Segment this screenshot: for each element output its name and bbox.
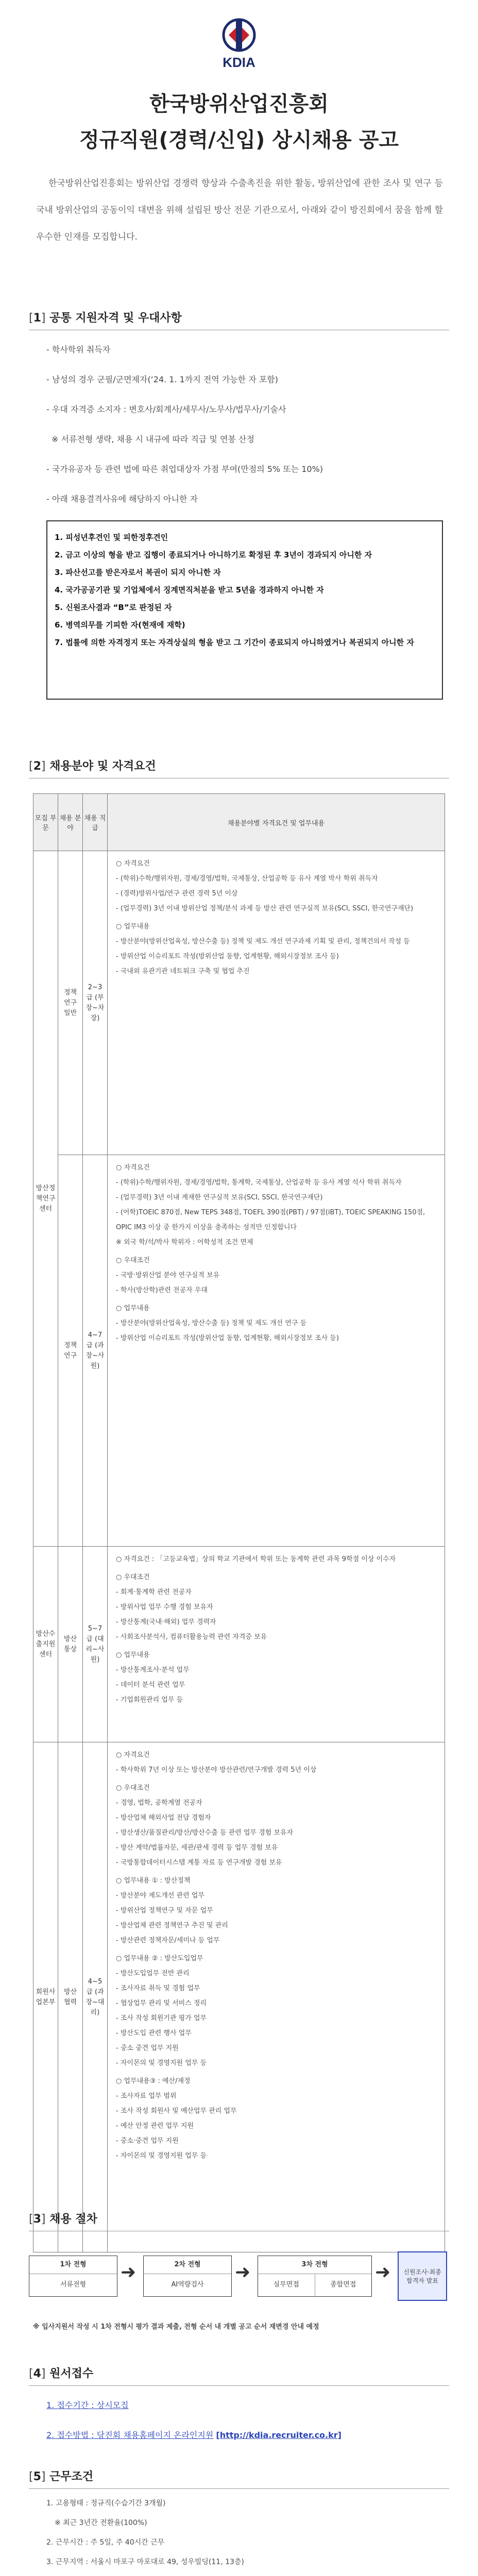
- detail-line: - 방산 계약/법률자문, 세관/관세 경력 등 업무 경험 보유: [116, 1844, 278, 1852]
- table-header-cell: 채용분야별 자격요건 및 업무내용: [108, 794, 445, 851]
- detail-line: ○ 우대조건: [116, 1784, 150, 1792]
- detail-line: - 방위산업 정책연구 및 자문 업무: [116, 1907, 213, 1914]
- list-item: - 국가유공자 등 관련 법에 따른 취업대상자 가점 부여(만점의 5% 또는 10%): [46, 464, 323, 474]
- detail-line: - 국내외 유관기관 네트워크 구축 및 협업 추진: [116, 968, 250, 975]
- detail-line: - 방산도입업무 전반 관리: [116, 1970, 190, 1977]
- detail-cell: [108, 1547, 445, 1742]
- list-item: - 학사학위 취득자: [46, 345, 111, 354]
- application-method: 2. 접수방법 : 당진회 채용홈페이지 온라인지원 [http://kdia.recruiter.co.kr]: [46, 2430, 342, 2440]
- detail-line: ○ 우대조건: [116, 1573, 150, 1581]
- common-qualifications-list: [46, 335, 453, 514]
- detail-line: - 데이터 분석 관련 업무: [116, 1681, 185, 1689]
- detail-cell: [108, 1155, 445, 1547]
- title-line1: 한국방위산업진흥회: [149, 92, 329, 116]
- detail-line: ○ 업무내용③ : 예산/재정: [116, 2077, 191, 2085]
- recruit-site-link[interactable]: [http://kdia.recruiter.co.kr]: [216, 2430, 342, 2440]
- detail-cell: [108, 1742, 445, 2252]
- detail-line: - 중소·중견 업무 지원: [116, 2137, 179, 2145]
- section-5-heading: [5] 근무조건: [29, 2470, 94, 2483]
- disqualification-item: 4. 국가공공기관 및 기업체에서 징계면직처분을 받고 5년을 경과하지 아니한 자: [55, 585, 324, 595]
- detail-line: - 방산분야(방위산업육성, 방산수출 등) 정책 및 제도 개선 연구 등: [116, 1319, 307, 1327]
- recruitment-table: [33, 793, 445, 2252]
- table-row: [33, 1547, 445, 1742]
- dept-cell: 방산수출지원센터: [33, 1547, 58, 1742]
- application-period: 1. 접수기간 : 상시모집: [46, 2400, 129, 2410]
- detail-line: - 중소 중견 업무 지원: [116, 2044, 179, 2052]
- logo-text: KDIA: [223, 55, 255, 70]
- table-header-cell: 채용 직급: [83, 794, 108, 851]
- divider: [29, 2488, 449, 2489]
- detail-line: - (업무경력) 3년 이내 계재한 연구실적 보유(SCI, SSCI, 한국연구재단): [116, 1194, 323, 1201]
- section-1-heading: [1] 공통 지원자격 및 우대사항: [29, 312, 182, 325]
- kdia-logo: [196, 15, 282, 72]
- step-body: 서류전형: [60, 2281, 87, 2289]
- table-row: [33, 851, 445, 1155]
- process-step-3: [258, 2256, 372, 2297]
- detail-line: - 방산통계(국내·해외) 업무 경력자: [116, 1618, 216, 1626]
- conditions-list: [46, 2494, 453, 2576]
- process-step-final: [398, 2251, 447, 2301]
- dept-cell: 회원사업본부: [33, 1742, 58, 2252]
- process-note: ※ 입사지원서 작성 시 1차 전형시 평가 결과 제출, 전형 순서 내 개별 공고 순서 재변경 안내 예정: [33, 2323, 319, 2331]
- detail-line: - 방산생산/품질관리/방산/방산수출 등 관련 업무 경험 보유자: [116, 1829, 294, 1837]
- list-item: - 남성의 경우 군필/군면제자(‘24. 1. 1까지 전역 가능한 자 포함): [46, 375, 278, 384]
- detail-line: - 사회조사분석사, 컴퓨터활용능력 관련 자격증 보유: [116, 1633, 267, 1641]
- detail-line: - 방산업체 관련 정책연구 추진 및 관리: [116, 1922, 228, 1929]
- list-item: [46, 2572, 453, 2576]
- table-header-cell: 채용 분야: [58, 794, 83, 851]
- detail-line: - 경영, 법학, 공학계열 전공자: [116, 1799, 202, 1807]
- detail-line: ○ 자격요건: [116, 1751, 150, 1759]
- detail-line: - 회계·통계학 관련 전공자: [116, 1588, 192, 1596]
- section-3-heading: [3] 채용 절차: [29, 2213, 97, 2226]
- detail-line: - 방산도입 관련 행사 업무: [116, 2029, 192, 2037]
- step-head: 1차 전형: [29, 2256, 117, 2274]
- disqualification-item: 7. 법률에 의한 자격정지 또는 자격상실의 형을 받고 그 기간이 종료되지 아니하였거나 복권되지 아니한 자: [55, 638, 414, 647]
- detail-line: ○ 업무내용: [116, 923, 150, 930]
- detail-line: - 자이몬의 및 경영지원 업무 등: [116, 2059, 207, 2067]
- disqualification-box: [46, 520, 443, 700]
- arrow-right-icon: ➜: [375, 2262, 391, 2283]
- detail-line: ○ 업무내용: [116, 1651, 150, 1659]
- detail-line: ○ 자격요건: [116, 1164, 150, 1172]
- section-4-heading: [4] 원서접수: [29, 2367, 94, 2380]
- process-step-2: [143, 2256, 232, 2297]
- step-sub: 실무면접: [258, 2274, 315, 2296]
- list-item: 1. 고용형태 : 정규직(수습기간 3개월): [46, 2499, 166, 2507]
- detail-cell: [108, 851, 445, 1155]
- list-item: ※ 서류전형 생략, 채용 시 내규에 따라 직급 및 연봉 산정: [52, 434, 254, 444]
- detail-line: ○ 업무내용: [116, 1304, 150, 1312]
- detail-line: - 방위산업 이슈리포트 작성(방위산업 동향, 업계현황, 해외시장정보 조사 등): [116, 953, 339, 960]
- detail-line: - (업무경력) 3년 이내 방위산업 정책/분석 과제 등 방산 관련 연구실적 보유(SCI, SSCI, 한국연구재단): [116, 905, 414, 912]
- list-item: 3. 근무지역 : 서울시 마포구 마포대로 49, 성우빌딩(11, 13층): [46, 2558, 244, 2566]
- step-head: 2차 전형: [144, 2256, 231, 2274]
- disqualification-item: 5. 신원조사결과 “B”로 판정된 자: [55, 603, 172, 612]
- section-2-heading: [2] 채용분야 및 자격요건: [29, 760, 156, 773]
- detail-line: - (학위)수학/행위자원, 경제/경영/법학, 통계학, 국제통상, 산업공학 등 유사 계열 석사 학위 취득자: [116, 1179, 402, 1187]
- table-header-cell: 모집 부문: [33, 794, 58, 851]
- dept-cell: 방산정책연구센터: [33, 851, 58, 1547]
- detail-line: - (학위)수학/행위자원, 경제/경영/법학, 국제통상, 산업공학 등 유사 계열 박사 학위 취득자: [116, 875, 378, 883]
- detail-line: - 국방통합데이터시스템 계통 자료 등 연구개발 경험 보유: [116, 1859, 282, 1867]
- field-cell: 정책 연구: [58, 1155, 83, 1547]
- detail-line: ○ 업무내용 ① : 방산정책: [116, 1877, 191, 1885]
- detail-line: - 방산분야 제도개선 관련 업무: [116, 1892, 204, 1900]
- step-head: 3차 전형: [258, 2256, 371, 2274]
- detail-line: - 협상업무 관리 및 서비스 정리: [116, 1999, 207, 2007]
- detail-line: - (어학)TOEIC 870점, New TEPS 348점, TOEFL 390점(PBT) / 97점(iBT), TOEIC SPEAKING 150점, OPIC IM3 이상 중 한가지 이상을 충족하는 성적만 인정합니다: [116, 1209, 425, 1231]
- detail-line: - 방위산업 이슈리포트 작성(방위산업 동향, 업계현황, 해외시장정보 조사 등): [116, 1334, 339, 1342]
- detail-line: - (경력)방위사업/연구 관련 경력 5년 이상: [116, 890, 238, 897]
- list-item: 2. 근무시간 : 주 5일, 주 40시간 근무: [46, 2538, 165, 2547]
- step-body: 신원조사·최종합격자 발표: [403, 2268, 441, 2284]
- list-item: - 아래 채용결격사유에 해당하지 아니한 자: [46, 494, 198, 504]
- divider: [29, 2385, 449, 2386]
- table-header-row: [33, 794, 445, 851]
- detail-line: - 조사 작성 회원기관 평가 업무: [116, 2014, 207, 2022]
- title-line2: 정규직원(경력/신입) 상시채용 공고: [79, 128, 399, 152]
- detail-line: - 방산업체 해외사업 전담 경험자: [116, 1814, 211, 1822]
- detail-line: ○ 자격요건: [116, 860, 150, 868]
- step-body: AI역량검사: [171, 2281, 204, 2289]
- table-row: [33, 1155, 445, 1547]
- step-sub: 종합면접: [330, 2281, 356, 2289]
- detail-line: ○ 자격요건 : 「고등교육법」상의 학교 기관에서 학위 또는 동계학 관련 과목 9학점 이상 이수자: [116, 1555, 396, 1563]
- field-cell: 정책 연구 일반: [58, 851, 83, 1155]
- process-flow: [29, 2246, 451, 2313]
- arrow-right-icon: ➜: [235, 2262, 251, 2283]
- detail-line: ○ 업무내용 ② : 방산도입업무: [116, 1955, 203, 1962]
- list-item: ※ 최근 3년간 전환율(100%): [55, 2519, 147, 2527]
- arrow-right-icon: ➜: [121, 2262, 136, 2283]
- detail-line: - 방산분야(방위산업육성, 방산수출 등) 정책 및 제도 개선 연구과제 기획 및 관리, 정책건의서 작성 등: [116, 938, 410, 945]
- process-step-1: [29, 2256, 117, 2297]
- grade-cell: 4~7급 (과장~사원): [83, 1155, 108, 1547]
- detail-line: - 조사자료 취득 및 경험 업무: [116, 1985, 200, 1992]
- list-item: - 우대 자격증 소지자 : 변호사/회계사/세무사/노무사/법무사/기술사: [46, 404, 286, 414]
- detail-line: - 학사(방산학)관련 전공자 우대: [116, 1286, 208, 1294]
- detail-line: - 방위사업 업무 수행 경험 보유자: [116, 1603, 213, 1611]
- detail-line: - 예산 안정 관련 업무 지원: [116, 2122, 194, 2130]
- grade-cell: 5~7급 (대리~사원): [83, 1547, 108, 1742]
- table-row: [33, 1742, 445, 2252]
- detail-line: - 기업회원관리 업무 등: [116, 1696, 183, 1704]
- disqualification-item: 1. 피성년후견인 및 피한정후견인: [55, 533, 168, 542]
- intro-paragraph: 한국방위산업진흥회는 방위산업 경쟁력 향상과 수출촉진을 위한 활동, 방위산업에 관한 조사 및 연구 등 국내 방위산업의 공동이익 대변을 위해 설립된 방산 전문 기관으로서, 아래와 같이 방진회에서 꿈을 함께 할 우수한 인재를 모집합니다.: [36, 178, 443, 242]
- detail-line: - 국방·방위산업 분야 연구실적 보유: [116, 1272, 220, 1279]
- detail-line: - 학사학위 7년 이상 또는 방산분야 방산관련/연구개발 경력 5년 이상: [116, 1766, 317, 1774]
- application-list: [46, 2391, 453, 2450]
- detail-line: - 방산통계조사·분석 업무: [116, 1666, 190, 1674]
- detail-line: ○ 우대조건: [116, 1257, 150, 1264]
- grade-cell: 2~3급 (부장~차장): [83, 851, 108, 1155]
- detail-line: - 조사자료 업무 범위: [116, 2092, 177, 2100]
- disqualification-item: 2. 금고 이상의 형을 받고 집행이 종료되거나 아니하기로 확정된 후 3년이 경과되지 아니한 자: [55, 550, 372, 560]
- disqualification-item: 6. 병역의무를 기피한 자(현재에 재학): [55, 620, 185, 630]
- detail-line: ※ 외국 학/석/박사 학위자 : 어학성적 조건 면제: [116, 1239, 253, 1246]
- detail-line: - 조사 작성 회원사 및 예산업무 관리 업무: [116, 2107, 237, 2115]
- detail-line: - 방산관련 정책자문/세미나 등 업무: [116, 1937, 220, 1944]
- disqualification-item: 3. 파산선고를 받은자로서 복권이 되지 아니한 자: [55, 568, 221, 577]
- grade-cell: 4~5급 (과장~대리): [83, 1742, 108, 2252]
- field-cell: 방산 통상: [58, 1547, 83, 1742]
- detail-line: - 자이몬의 및 경영지원 업무 등: [116, 2152, 207, 2160]
- field-cell: 방산 협력: [58, 1742, 83, 2252]
